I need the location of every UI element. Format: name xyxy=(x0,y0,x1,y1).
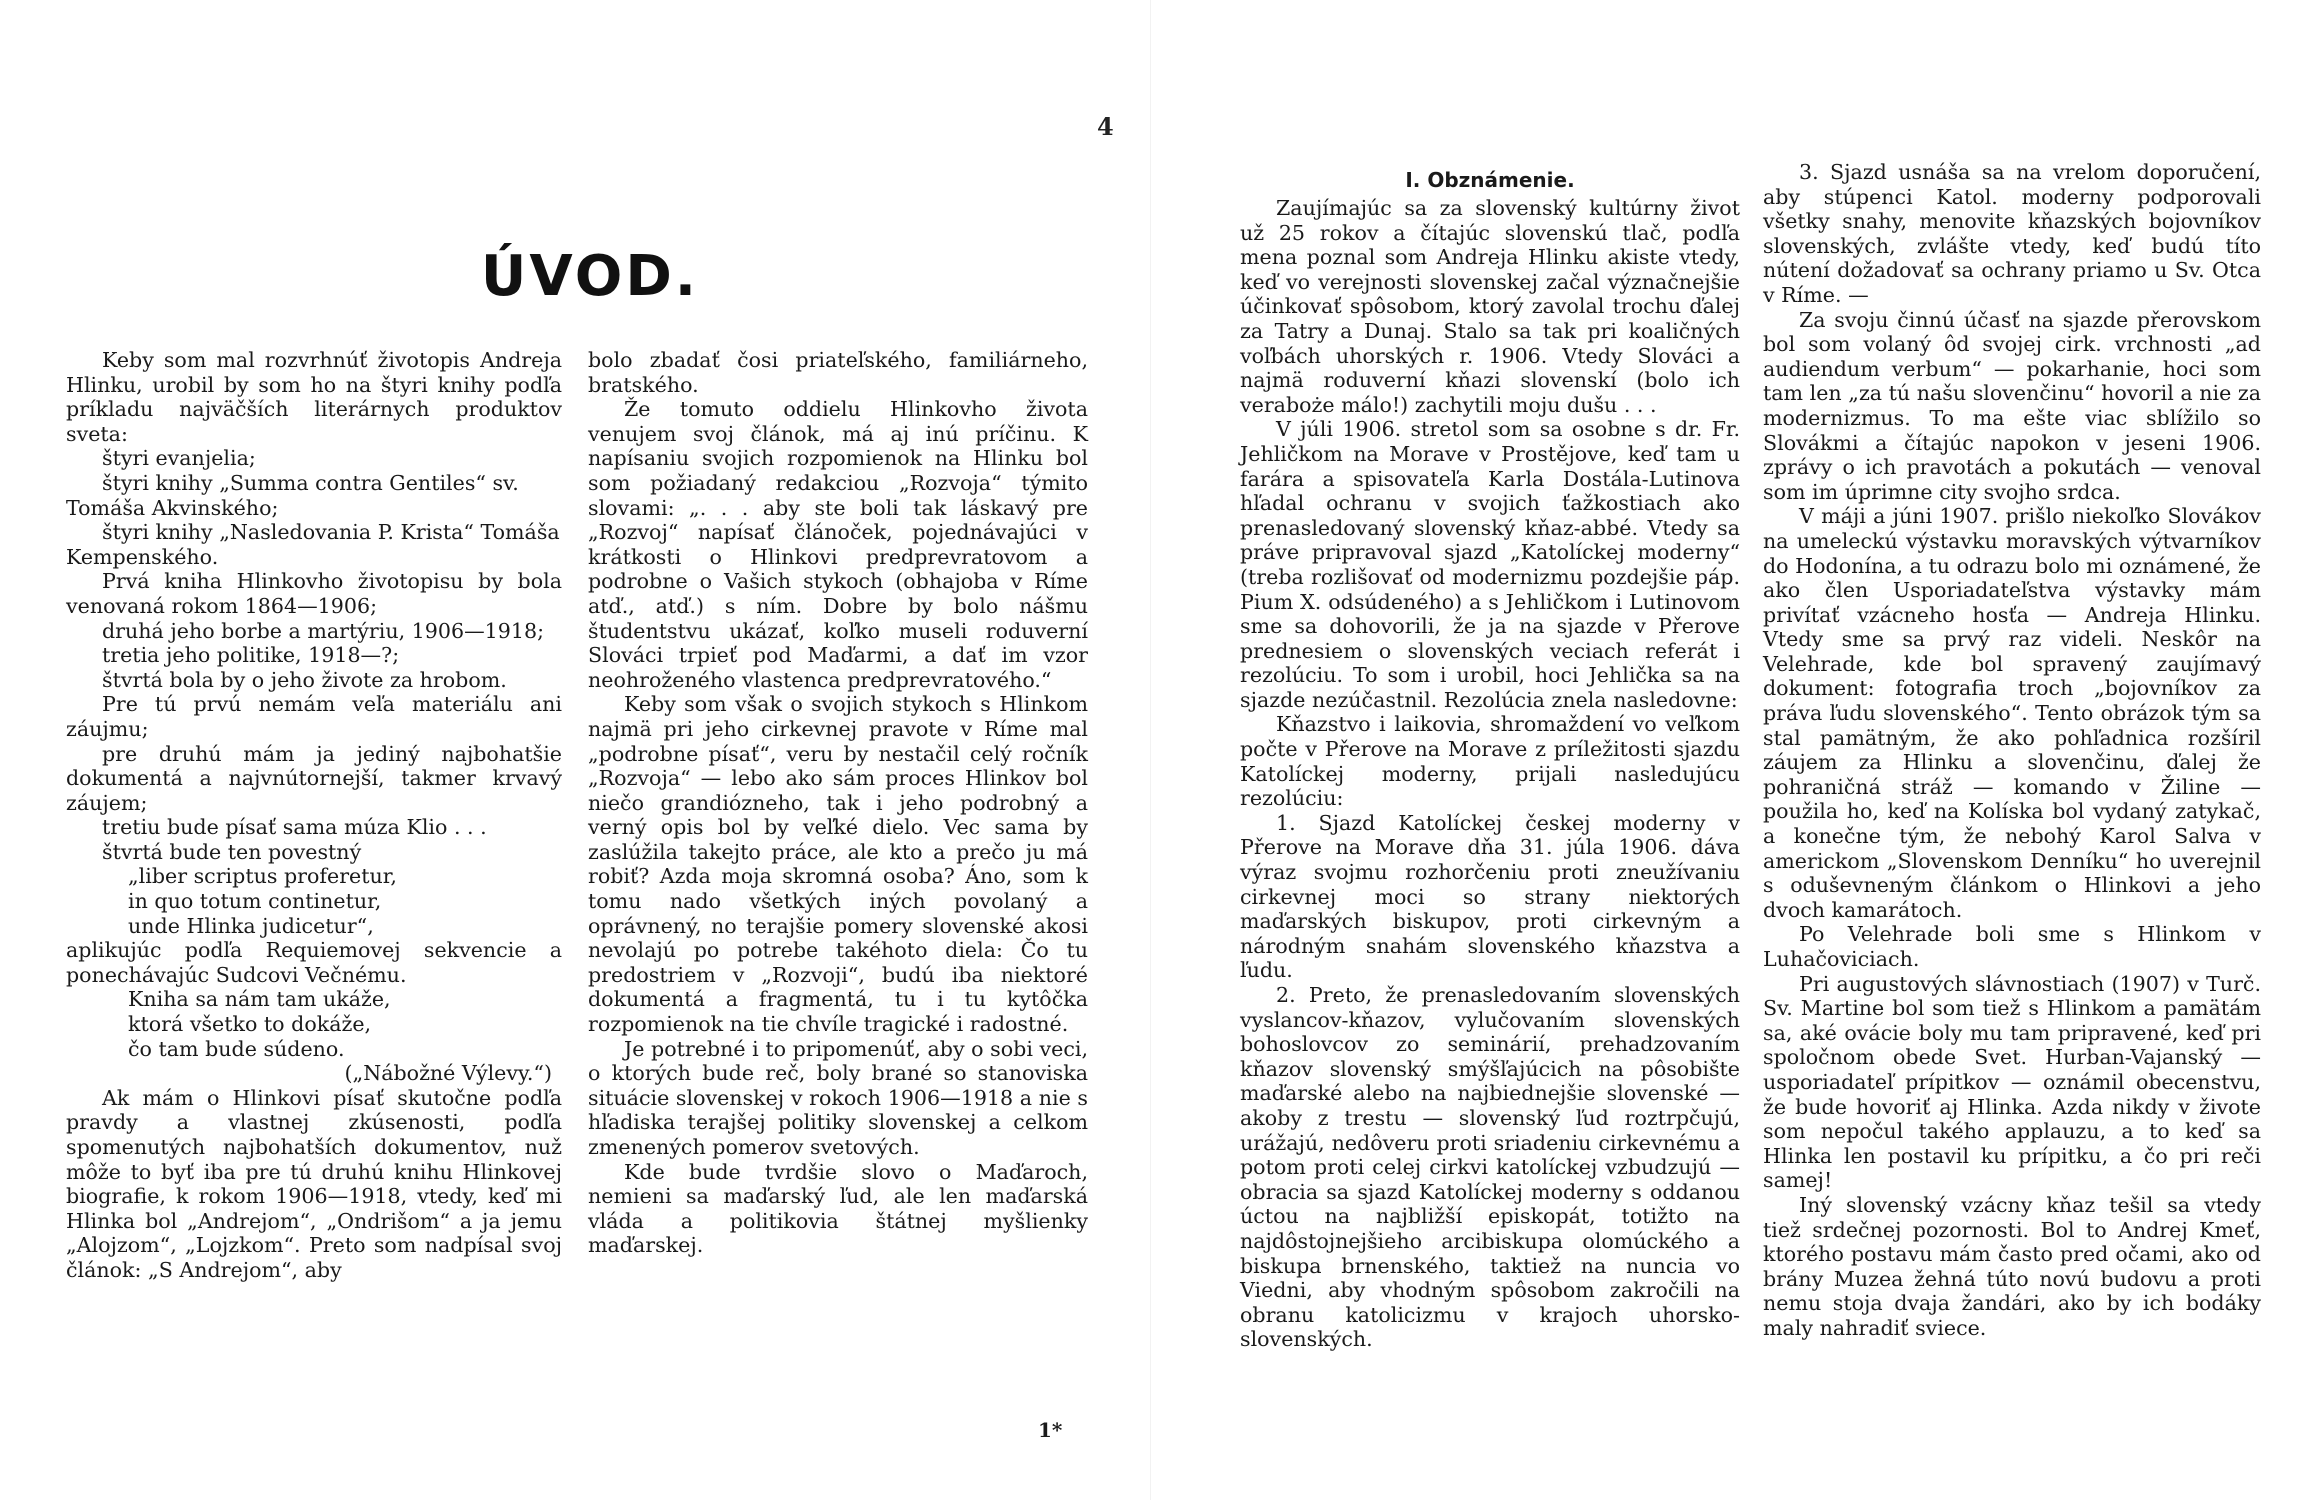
right-page-column-2 xyxy=(1763,160,2261,1341)
verse-line: in quo totum continetur, xyxy=(128,889,382,914)
paragraph: Keby som však o svojich stykoch s Hlinkom najmä pri jeho cirkevnej pravote v Ríme mal „podrobne písať“, veru by nestačil celý ročník „Rozvoja“ — lebo ako sám proces Hlinkov bol niečo grandiózneho, tak i jeho podrobný a verný opis bol by veľké dielo. Vec sama by zaslúžila takejto práce, ale kto a prečo ju má robiť? Azda moja skromná osoba? Áno, som k tomu nado všetkých iných povolaný a oprávnený, no terajšie pomery slovenské akosi nevolajú po potrebe takéhoto diela: Čo tu predostriem v „Rozvoji“, budú iba niektoré dokumentá a fragmentá, tu i tu kytôčka rozpomienok na tie chvíle tragické i radostné. xyxy=(588,692,1088,1037)
verse-line: čo tam bude súdeno. xyxy=(128,1036,345,1061)
paragraph: Pri augustových slávnostiach (1907) v Turč. Sv. Martine bol som tiež s Hlinkom a pamätám sa, aké ovácie boly mu tam pripravené, keď pri spoločnom obede Svet. Hurban-Vajanský — usporiadateľ prípitkov — oznámil obecenstvu, že bude hovoriť aj Hlinka. Azda nikdy v živote som nepočul takého applauzu, a to keď sa Hlinka len postavil ku prípitku, a čo pri reči samej! xyxy=(1763,971,2261,1193)
paragraph: 3. Sjazd usnáša sa na vrelom doporučení, aby stúpenci Katol. moderny podporovali všetky snahy, menovite kňazských bojovníkov slovenských, zvlášte vtedy, keď budú títo nútení dožadovať sa ochrany priamo u Sv. Otca v Ríme. — xyxy=(1763,160,2261,307)
paragraph: pre druhú mám ja jediný najbohatšie dokumentá a najvnútornejší, takmer krvavý záujem; xyxy=(66,741,562,815)
page-signature: 1* xyxy=(1038,1418,1063,1442)
paragraph: Je potrebné i to pripomenúť, aby o sobi veci, o ktorých bude reč, boly brané so stanoviska situácie slovenskej v rokoch 1906—1918 a nie s hľadiska terajšej politiky slovenskej a celkom zmenených pomerov svetových. xyxy=(588,1036,1088,1159)
paragraph: 2. Preto, že prenasledovaním slovenských vyslancov-kňazov, vylučovaním slovenských bohoslovcov zo seminárií, prehadzovaním kňazov slovenský smýšľajúcich na pôsobište maďarské alebo na najbiednejšie slovenské — akoby z trestu — slovenský ľud roztrpčujú, urážajú, nedôveru proti sriadeniu cirkevnému a potom proti celej cirkvi katolíckej vzbudzujú — obracia sa sjazd Katolíckej moderny s oddanou úctou na najbližší episkopát, totižto na najdôstojnejšieho arcibiskupa olomúckého a biskupa brnenského, taktiež na nuncia vo Viedni, aby vhodným spôsobom zakročili na obranu katolicizmu v krajoch uhorsko-slovenských. xyxy=(1240,983,1740,1352)
page-number: 4 xyxy=(1097,112,1114,141)
paragraph: Pre tú prvú nemám veľa materiálu ani záujmu; xyxy=(66,692,562,741)
paragraph: tretia jeho politike, 1918—?; xyxy=(102,643,400,668)
list-line: štyri evanjelia; xyxy=(102,446,256,471)
paragraph: aplikujúc podľa Requiemovej sekvencie a ponechávajúc Sudcovi Večnému. xyxy=(66,938,562,987)
paragraph: Kde bude tvrdšie slovo o Maďaroch, nemieni sa maďarský ľud, ale len maďarská vláda a politikovia štátnej myšlienky maďarskej. xyxy=(588,1159,1088,1258)
verse-line: Kniha sa nám tam ukáže, xyxy=(128,987,391,1012)
paragraph: Ak mám o Hlinkovi písať skutočne podľa pravdy a vlastnej zkúsenosti, podľa spomenutých najbohatších dokumentov, nuž môže to byť iba pre tú druhú knihu Hlinkovej biografie, k rokom 1906—1918, vtedy, keď mi Hlinka bol „Andrejom“, „Ondrišom“ a ja jemu „Alojzom“, „Lojzkom“. Preto som nadpísal svoj článok: „S Andrejom“, aby xyxy=(66,1085,562,1282)
paragraph: 1. Sjazd Katolíckej českej moderny v Přerove na Morave dňa 31. júla 1906. dáva výraz svojmu rozhorčeniu proti zneužívaniu cirkevnej moci so strany niektorých maďarských biskupov, proti cirkevným a národným snahám slovenského kňazstva a ľudu. xyxy=(1240,810,1740,983)
list-line: štyri knihy „Nasledovania P. Krista“ Tomáša Kempenského. xyxy=(66,520,560,569)
paragraph: tretiu bude písať sama múza Klio . . . xyxy=(102,815,487,840)
verse-line: unde Hlinka judicetur“, xyxy=(128,913,374,938)
paragraph: druhá jeho borbe a martýriu, 1906—1918; xyxy=(102,618,545,643)
right-page-column-1 xyxy=(1240,196,1740,1352)
paragraph: V máji a júni 1907. prišlo niekoľko Slovákov na umeleckú výstavku moravských výtvarníkov do Hodonína, a tu odrazu bolo mi oznámené, že ako člen Usporiadateľstva výstavky mám privítať vzácneho hosťa — Andreja Hlinku. Vtedy sme sa prvý raz videli. Neskôr na Velehrade, kde bol spravený zaujímavý dokument: fotografia troch „bojovníkov za práva ľudu slovenského“. Tento obrázok tým sa stal pamätným, že ako pohľadnica rozšíril záujem za Hlinku a slovenčinu, ďalej že pohraničná stráž — komando v Žiline — použila ho, keď na Kolíska bol vydaný zatykač, a konečne tým, že nebohý Karol Salva v americkom „Slovenskom Denníku“ ho uverejnil s oduševneným článkom o Hlinkovi a jeho dvoch kamarátoch. xyxy=(1763,504,2261,922)
paragraph: bolo zbadať čosi priateľského, familiárneho, bratského. xyxy=(588,348,1088,397)
paragraph: Že tomuto oddielu Hlinkovho života venujem svoj článok, má aj inú príčinu. K napísaniu svojich rozpomienok na Hlinku bol som požiadaný redakciou „Rozvoja“ týmito slovami: „. . . aby ste boli tak láskavý pre „Rozvoj“ napísať článoček, pojednávajúci v krátkosti o Hlinkovi predprevratovom a podrobne o Vašich stykoch (obhajoba v Ríme atď., atď.) s ním. Dobre by bolo nášmu študentstvu ukázať, koľko museli roduverní Slováci trpieť pod Maďarmi, a dať im vzor neohroženého vlastenca predprevratového.“ xyxy=(588,397,1088,692)
paragraph: štvrtá bola by o jeho živote za hrobom. xyxy=(102,667,507,692)
left-page-column-2 xyxy=(588,348,1088,1258)
paragraph: Kňazstvo i laikovia, shromaždení vo veľkom počte v Přerove na Morave z príležitosti sjazdu Katolíckej moderny, prijali nasledujúcu rezolúciu: xyxy=(1240,712,1740,811)
left-page-column-1 xyxy=(66,348,562,1283)
list-line: štyri knihy „Summa contra Gentiles“ sv. Tomáša Akvinského; xyxy=(66,470,519,520)
paragraph: Po Velehrade boli sme s Hlinkom v Luhačoviciach. xyxy=(1763,922,2261,971)
chapter-title: ÚVOD. xyxy=(480,244,700,309)
paragraph: Zaujímajúc sa za slovenský kultúrny život už 25 rokov a čítajúc slovenskú tlač, podľa mena poznal som Andreja Hlinku akiste vtedy, keď vo verejnosti slovenskej začal význačnejšie účinkovať spôsobom, ktorý zavolal trochu ďalej za Tatry a Dunaj. Stalo sa tak pri koaličných voľbách uhorských r. 1906. Vtedy Slováci a najmä roduverní kňazi slovenskí (bolo ich veraboże málo!) zachytili moju dušu . . . xyxy=(1240,196,1740,417)
verse-line: „liber scriptus proferetur, xyxy=(128,864,397,889)
paragraph: Za svoju činnú účasť na sjazde přerovskom bol som volaný ôd svojej cirk. vrchnosti „ad audiendum verbum“ — pokarhanie, hoci som tam len „za tú našu slovenčinu“ hovoril a nie za modernizmus. To ma ešte viac sblížilo so Slovákmi a čítajúc napokon v jeseni 1906. zprávy o ich pravotách a pokutách — venoval som im úprimne city svojho srdca. xyxy=(1763,307,2261,504)
verse-line: ktorá všetko to dokáže, xyxy=(128,1012,372,1037)
citation: („Nábožné Výlevy.“) xyxy=(344,1061,552,1086)
paragraph: Prvá kniha Hlinkovho životopisu by bola venovaná rokom 1864—1906; xyxy=(66,569,562,618)
paragraph: Iný slovenský vzácny kňaz tešil sa vtedy tiež srdečnej pozornosti. Bol to Andrej Kmeť, ktorého postavu mám často pred očami, ako od brány Muzea žehná túto novú budovu a proti nemu stoja dvaja žandári, ako by ich bodáky maly nahradiť sviece. xyxy=(1763,1192,2261,1340)
section-title: I. Obznámenie. xyxy=(1405,168,1575,192)
paragraph: Keby som mal rozvrhnúť životopis Andreja Hlinku, urobil by som ho na štyri knihy podľa príkladu najväčších literárnych produktov sveta: xyxy=(66,348,562,446)
paragraph: V júli 1906. stretol som sa osobne s dr. Fr. Jehličkom na Morave v Prostějove, keď tam u farára a spisovateľa Karla Dostála-Lutinova hľadal ochranu v svojich ťažkostiach ako prenasledovaný slovenský kňaz-abbé. Vtedy sa práve pripravoval sjazd „Katolíckej moderny“ (treba rozlišovať od modernizmu pozdejšie páp. Pium X. odsúdeného) a s Jehličkom i Lutinovom sme sa dohovorili, že ja na sjazde v Přerove prednesiem o slovenských veciach referát i rezolúciu. To som i urobil, hoci Jehlička sa na sjazde nezúčastnil. Rezolúcia znela nasledovne: xyxy=(1240,417,1740,712)
left-page xyxy=(0,0,1150,1500)
paragraph: štvrtá bude ten povestný xyxy=(102,839,362,864)
